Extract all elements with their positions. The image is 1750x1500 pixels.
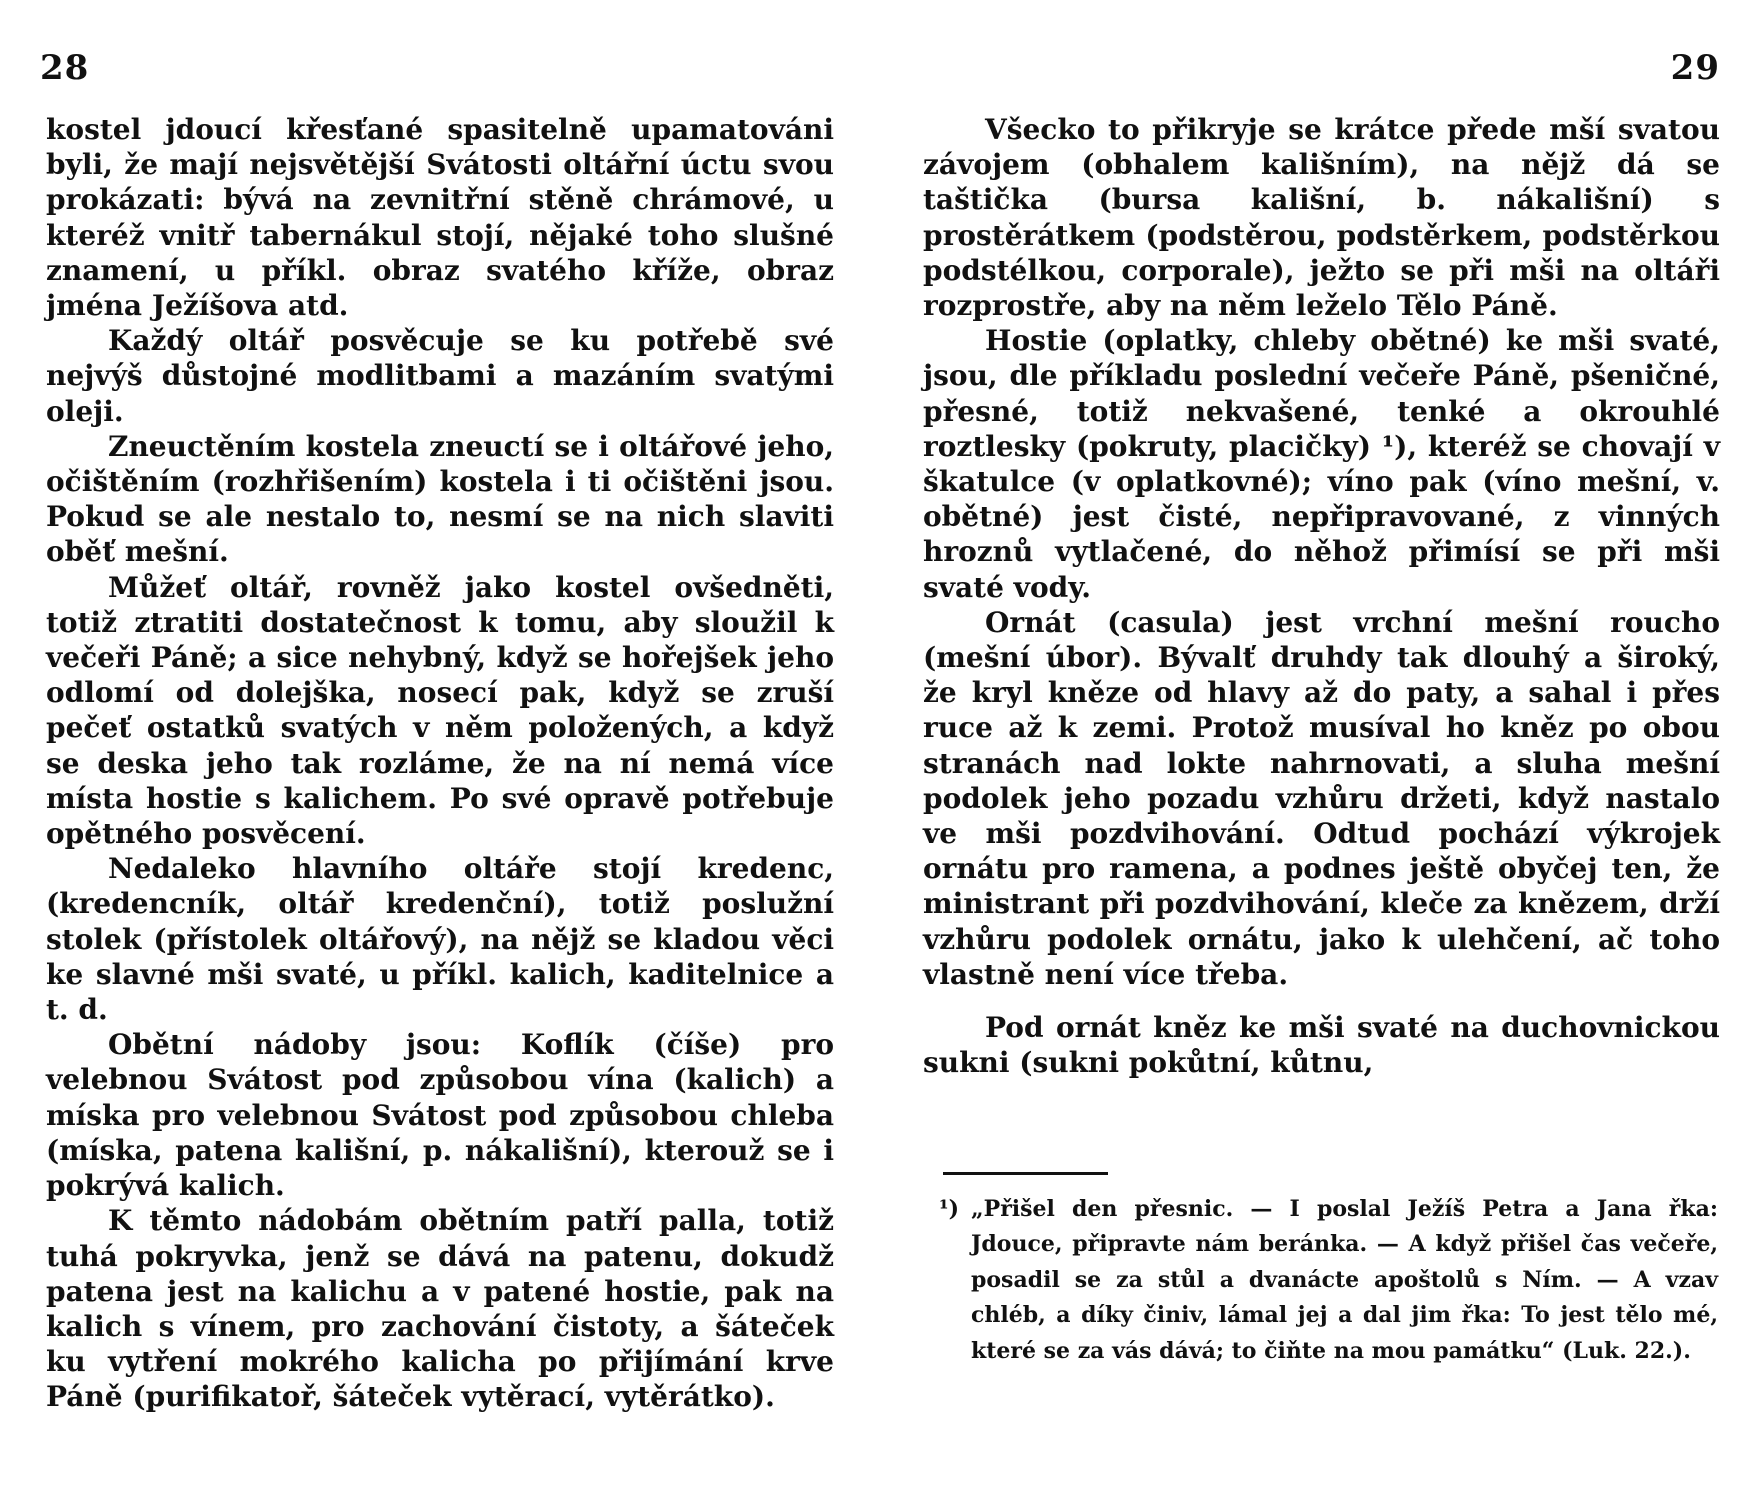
- right-paragraph-4: Pod ornát kněz ke mši svaté na duchovnickou sukni (sukni pokůtní, kůtnu,: [923, 1011, 1720, 1080]
- right-page: [875, 0, 1750, 1500]
- footnote-text: „Přišel den přesnic. — I poslal Ježíš Petra a Jana řka: Jdouce, připravte nám beránka. — A když přišel čas večeře, posadil se za stůl a dvanácte apoštolů s Ním. — A vzav chléb, a díky činiv, lámal jej a dal jim řka: To jest tělo mé, které se za vás dává; to čiňte na mou památku“ (Luk. 22.).: [971, 1196, 1718, 1364]
- right-paragraph-1: Všecko to přikryje se krátce přede mší svatou závojem (obhalem kališním), na nějž dá se taštička (bursa kališní, b. nákališní) s prostěrátkem (podstěrou, podstěrkem, podstěrkou podstélkou, corporale), ježto se při mši na oltáři rozprostře, aby na něm leželo Tělo Páně.: [923, 113, 1720, 323]
- left-paragraph-1: kostel jdoucí křesťané spasitelně upamatováni byli, že mají nejsvětější Svátosti oltářní úctu svou prokázati: bývá na zevnitřní stěně chrámové, u kteréž vnitř tabernákul stojí, nějaké toho slušné znamení, u příkl. obraz svatého kříže, obraz jména Ježíšova atd.: [46, 113, 834, 323]
- page-number-right: 29: [1670, 48, 1720, 88]
- footnote-marker: ¹): [939, 1196, 960, 1222]
- right-paragraph-2: Hostie (oplatky, chleby obětné) ke mši svaté, jsou, dle příkladu poslední večeře Páně, pšeničné, přesné, totiž nekvašené, tenké a okrouhlé roztlesky (pokruty, placičky) ¹), kteréž se chovají v škatulce (v oplatkovné); víno pak (víno mešní, v. obětné) jest čisté, nepřipravované, z vinných hroznů vytlačené, do něhož přimísí se při mši svaté vody.: [923, 324, 1720, 604]
- left-paragraph-7: K těmto nádobám obětním patří palla, totiž tuhá pokryvka, jenž se dává na patenu, dokudž patena jest na kalichu a v patené hostie, pak na kalich s vínem, pro zachování čistoty, a šáteček ku vytření mokrého kalicha po přijímání krve Páně (purifikatoř, šáteček vytěrací, vytěrátko).: [46, 1204, 834, 1414]
- left-paragraph-2: Každý oltář posvěcuje se ku potřebě své nejvýš důstojné modlitbami a mazáním svatými oleji.: [46, 324, 834, 428]
- left-paragraph-5: Nedaleko hlavního oltáře stojí kredenc, (kredencník, oltář kredenční), totiž poslužní stolek (přístolek oltářový), na nějž se kladou věci ke slavné mši svaté, u příkl. kalich, kaditelnice a t. d.: [46, 852, 834, 1027]
- right-text-column: [923, 112, 1720, 1080]
- left-text-column: [46, 112, 834, 1415]
- left-paragraph-4: Můžeť oltář, rovněž jako kostel ovšedněti, totiž ztratiti dostatečnost k tomu, aby sloužil k večeři Páně; a sice nehybný, když se hořejšek jeho odlomí od dolejška, nosecí pak, když se zruší pečeť ostatků svatých v něm položených, a když se deska jeho tak rozláme, že na ní nemá více místa hostie s kalichem. Po své opravě potřebuje opětného posvěcení.: [46, 570, 834, 851]
- right-paragraph-3: Ornát (casula) jest vrchní mešní roucho (mešní úbor). Bývalť druhdy tak dlouhý a široký, že kryl kněze od hlavy až do paty, a sahal i přes ruce až k zemi. Protož musíval ho kněz po obou stranách nad lokte nahrnovati, a sluha mešní podolek jeho pozadu vzhůru držeti, když nastalo ve mši pozdvihování. Odtud pochází výkrojek ornátu pro ramena, a podnes ještě obyčej ten, že ministrant při pozdvihování, kleče za knězem, drží vzhůru podolek ornátu, jako k ulehčení, ač toho vlastně není více třeba.: [923, 605, 1720, 991]
- left-paragraph-3: Zneuctěním kostela zneuctí se i oltářové jeho, očištěním (rozhřišením) kostela i ti očištěni jsou. Pokud se ale nestalo to, nesmí se na nich slaviti oběť mešní.: [46, 429, 834, 569]
- footnote: [939, 1192, 1718, 1369]
- left-paragraph-6: Obětní nádoby jsou: Koflík (číše) pro velebnou Svátost pod způsobou vína (kalich) a míska pro velebnou Svátost pod způsobou chleba (míska, patena kališní, p. nákališní), kterouž se i pokrývá kalich.: [46, 1028, 834, 1203]
- page-number-left: 28: [40, 48, 90, 88]
- footnote-divider: [943, 1172, 1108, 1175]
